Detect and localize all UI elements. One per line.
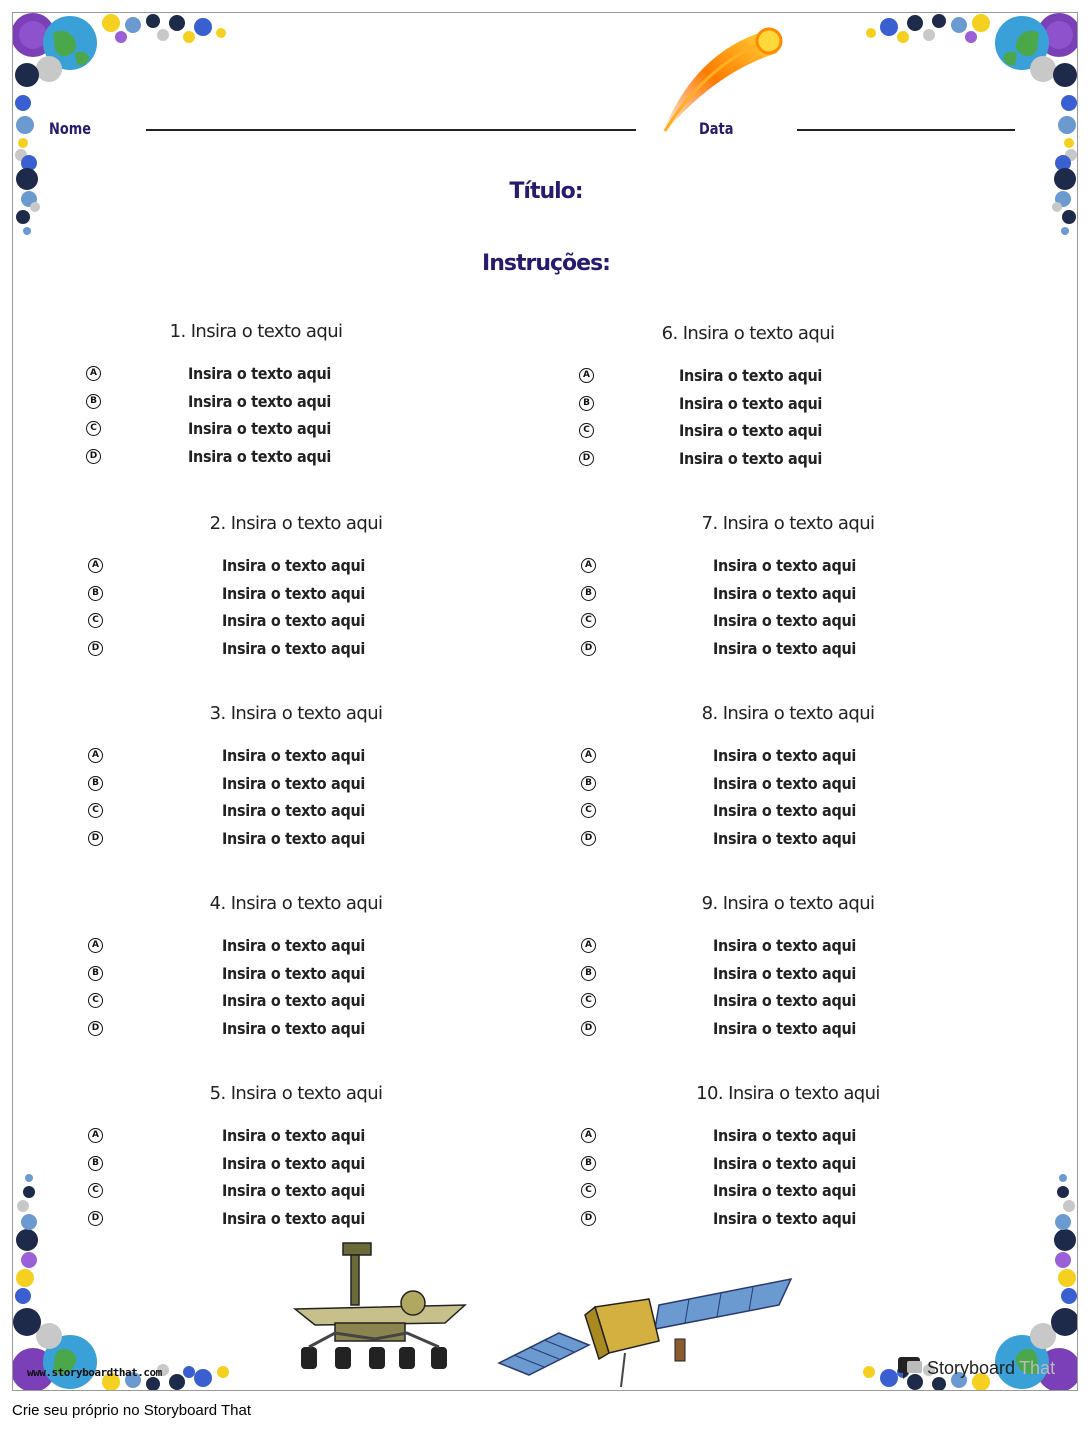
option-text: Insira o texto aqui: [713, 991, 857, 1010]
option-text: Insira o texto aqui: [222, 556, 366, 575]
option-bubble-b[interactable]: B: [581, 586, 596, 601]
option-text: Insira o texto aqui: [222, 583, 366, 603]
option-bubble-d[interactable]: D: [581, 1021, 596, 1036]
option-text: Insira o texto aqui: [188, 391, 332, 411]
question-title: 10. Insira o texto aqui: [696, 1083, 880, 1104]
option-bubble-b[interactable]: B: [579, 396, 594, 411]
option-bubble-b[interactable]: B: [88, 1156, 103, 1171]
option-text: Insira o texto aqui: [713, 556, 857, 575]
option-bubble-d[interactable]: D: [88, 831, 103, 846]
option-text: Insira o texto aqui: [222, 1181, 366, 1200]
name-label: Nome: [49, 119, 92, 138]
option-text: Insira o texto aqui: [188, 446, 332, 466]
option-text: Insira o texto aqui: [222, 638, 366, 658]
worksheet-instructions: Instruções:: [482, 251, 610, 276]
option-text: Insira o texto aqui: [222, 936, 366, 955]
option-bubble-b[interactable]: B: [88, 586, 103, 601]
brand-name-part2: That: [1019, 1357, 1056, 1378]
question-title: 7. Insira o texto aqui: [701, 513, 875, 534]
option-text: Insira o texto aqui: [679, 366, 823, 385]
option-text: Insira o texto aqui: [222, 1126, 366, 1145]
worksheet-title: Título:: [509, 179, 583, 204]
option-text: Insira o texto aqui: [222, 746, 366, 765]
decorations-layer: [13, 13, 1078, 1391]
question-title: 8. Insira o texto aqui: [701, 703, 875, 724]
option-text: Insira o texto aqui: [713, 611, 857, 630]
question-title: 6. Insira o texto aqui: [661, 323, 835, 344]
option-bubble-d[interactable]: D: [579, 451, 594, 466]
option-text: Insira o texto aqui: [713, 746, 857, 765]
option-bubble-c[interactable]: C: [581, 993, 596, 1008]
option-text: Insira o texto aqui: [713, 936, 857, 955]
satellite-icon: [499, 1279, 791, 1387]
option-text: Insira o texto aqui: [222, 1208, 366, 1228]
option-text: Insira o texto aqui: [713, 828, 857, 848]
question-title: 3. Insira o texto aqui: [209, 703, 383, 724]
option-text: Insira o texto aqui: [188, 364, 332, 383]
option-bubble-b[interactable]: B: [581, 1156, 596, 1171]
option-bubble-c[interactable]: C: [581, 803, 596, 818]
question-title: 5. Insira o texto aqui: [209, 1083, 383, 1104]
option-bubble-a[interactable]: A: [88, 748, 103, 763]
option-text: Insira o texto aqui: [222, 1153, 366, 1173]
option-bubble-c[interactable]: C: [88, 993, 103, 1008]
option-bubble-a[interactable]: A: [581, 1128, 596, 1143]
option-text: Insira o texto aqui: [679, 393, 823, 413]
option-bubble-a[interactable]: A: [86, 366, 101, 381]
option-bubble-c[interactable]: C: [581, 1183, 596, 1198]
option-text: Insira o texto aqui: [222, 828, 366, 848]
option-bubble-c[interactable]: C: [86, 421, 101, 436]
option-bubble-a[interactable]: A: [88, 938, 103, 953]
option-text: Insira o texto aqui: [222, 773, 366, 793]
option-text: Insira o texto aqui: [222, 611, 366, 630]
option-text: Insira o texto aqui: [188, 419, 332, 438]
option-text: Insira o texto aqui: [713, 638, 857, 658]
option-bubble-b[interactable]: B: [88, 966, 103, 981]
option-text: Insira o texto aqui: [713, 1153, 857, 1173]
planets-cluster-icon: [13, 1174, 229, 1391]
date-label: Data: [699, 119, 734, 138]
option-text: Insira o texto aqui: [713, 963, 857, 983]
option-bubble-a[interactable]: A: [581, 938, 596, 953]
option-bubble-a[interactable]: A: [581, 558, 596, 573]
option-bubble-d[interactable]: D: [88, 641, 103, 656]
create-your-own-link[interactable]: Crie seu próprio no Storyboard That: [12, 1402, 252, 1419]
option-bubble-b[interactable]: B: [86, 394, 101, 409]
option-bubble-d[interactable]: D: [88, 1021, 103, 1036]
option-bubble-c[interactable]: C: [88, 613, 103, 628]
storyboardthat-logo: [897, 1355, 1055, 1381]
option-bubble-a[interactable]: A: [88, 1128, 103, 1143]
option-text: Insira o texto aqui: [222, 801, 366, 820]
option-text: Insira o texto aqui: [713, 773, 857, 793]
website-url: www.storyboardthat.com: [27, 1366, 162, 1379]
option-bubble-d[interactable]: D: [88, 1211, 103, 1226]
option-text: Insira o texto aqui: [679, 421, 823, 440]
option-bubble-b[interactable]: B: [581, 776, 596, 791]
option-text: Insira o texto aqui: [713, 1018, 857, 1038]
worksheet-page: [12, 12, 1078, 1391]
option-text: Insira o texto aqui: [679, 448, 823, 468]
question-title: 9. Insira o texto aqui: [701, 893, 875, 914]
option-text: Insira o texto aqui: [222, 963, 366, 983]
question-title: 1. Insira o texto aqui: [169, 321, 343, 342]
brand-name-part1: Storyboard: [927, 1357, 1016, 1378]
option-text: Insira o texto aqui: [713, 1181, 857, 1200]
option-bubble-a[interactable]: A: [88, 558, 103, 573]
question-title: 4. Insira o texto aqui: [209, 893, 383, 914]
option-bubble-a[interactable]: A: [581, 748, 596, 763]
option-text: Insira o texto aqui: [713, 1126, 857, 1145]
option-bubble-c[interactable]: C: [88, 803, 103, 818]
date-line[interactable]: [797, 129, 1015, 131]
option-bubble-b[interactable]: B: [88, 776, 103, 791]
mars-rover-icon: [295, 1243, 465, 1369]
option-bubble-d[interactable]: D: [581, 831, 596, 846]
question-title: 2. Insira o texto aqui: [209, 513, 383, 534]
option-bubble-a[interactable]: A: [579, 368, 594, 383]
option-bubble-c[interactable]: C: [581, 613, 596, 628]
option-text: Insira o texto aqui: [222, 1018, 366, 1038]
option-bubble-b[interactable]: B: [581, 966, 596, 981]
option-text: Insira o texto aqui: [713, 583, 857, 603]
option-bubble-c[interactable]: C: [88, 1183, 103, 1198]
storyboard-logo-icon: [897, 1356, 923, 1380]
option-bubble-d[interactable]: D: [581, 641, 596, 656]
option-text: Insira o texto aqui: [222, 991, 366, 1010]
option-bubble-c[interactable]: C: [579, 423, 594, 438]
option-text: Insira o texto aqui: [713, 801, 857, 820]
option-bubble-d[interactable]: D: [581, 1211, 596, 1226]
option-bubble-d[interactable]: D: [86, 449, 101, 464]
option-text: Insira o texto aqui: [713, 1208, 857, 1228]
name-line[interactable]: [146, 129, 636, 131]
